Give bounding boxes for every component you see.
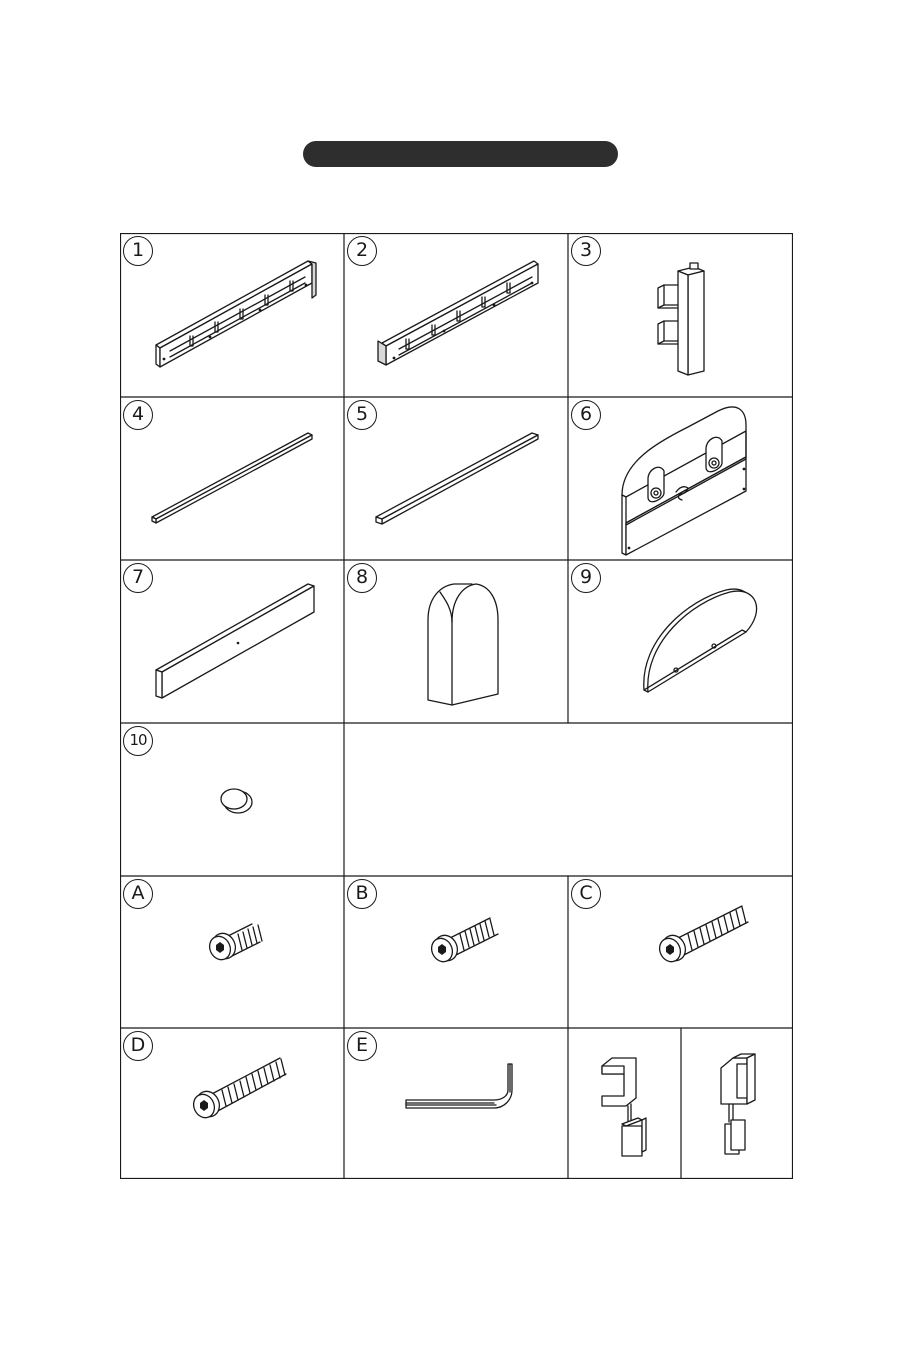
hardware-cell-d (120, 1028, 344, 1179)
slat-support-bar-icon (344, 397, 568, 560)
slat-support-bar-icon (120, 397, 344, 560)
hardware-label-c: C (571, 879, 601, 909)
cap-icon (120, 723, 344, 876)
part-cell-10 (120, 723, 344, 876)
headboard-panel-icon (568, 397, 793, 560)
part-cell-6 (568, 397, 793, 560)
hardware-cell-e (344, 1028, 568, 1179)
accessory-cell-2 (681, 1028, 793, 1179)
part-label-10: 10 (123, 726, 153, 756)
hardware-label-d: D (123, 1031, 153, 1061)
part-cell-1 (120, 233, 344, 397)
part-cell-8 (344, 560, 568, 723)
rounded-post-icon (344, 560, 568, 723)
post-bracket-icon (568, 233, 793, 397)
part-cell-4 (120, 397, 344, 560)
hardware-cell-c (568, 876, 793, 1028)
part-cell-9 (568, 560, 793, 723)
hardware-cell-b (344, 876, 568, 1028)
part-cell-7 (120, 560, 344, 723)
side-rail-right-icon (344, 233, 568, 397)
part-label-8: 8 (347, 563, 377, 593)
short-bolt-icon (120, 876, 344, 1028)
part-cell-5 (344, 397, 568, 560)
part-label-9: 9 (571, 563, 601, 593)
part-label-5: 5 (347, 400, 377, 430)
part-label-1: 1 (123, 236, 153, 266)
part-label-6: 6 (571, 400, 601, 430)
clamp-bracket-front-icon (681, 1028, 793, 1179)
part-label-3: 3 (571, 236, 601, 266)
accessory-cell-1 (568, 1028, 681, 1179)
medium-bolt-icon (344, 876, 568, 1028)
hardware-label-e: E (347, 1031, 377, 1061)
part-cell-3 (568, 233, 793, 397)
side-rail-left-icon (120, 233, 344, 397)
longest-bolt-icon (120, 1028, 344, 1179)
part-label-2: 2 (347, 236, 377, 266)
hardware-label-a: A (123, 879, 153, 909)
part-cell-2 (344, 233, 568, 397)
part-label-4: 4 (123, 400, 153, 430)
part-label-7: 7 (123, 563, 153, 593)
hardware-cell-a (120, 876, 344, 1028)
parts-grid (120, 233, 793, 1179)
allen-key-icon (344, 1028, 568, 1179)
section-title-bar (303, 141, 618, 167)
hardware-label-b: B (347, 879, 377, 909)
long-bolt-icon (568, 876, 793, 1028)
board-icon (120, 560, 344, 723)
semicircle-panel-icon (568, 560, 793, 723)
clamp-bracket-side-icon (568, 1028, 681, 1179)
